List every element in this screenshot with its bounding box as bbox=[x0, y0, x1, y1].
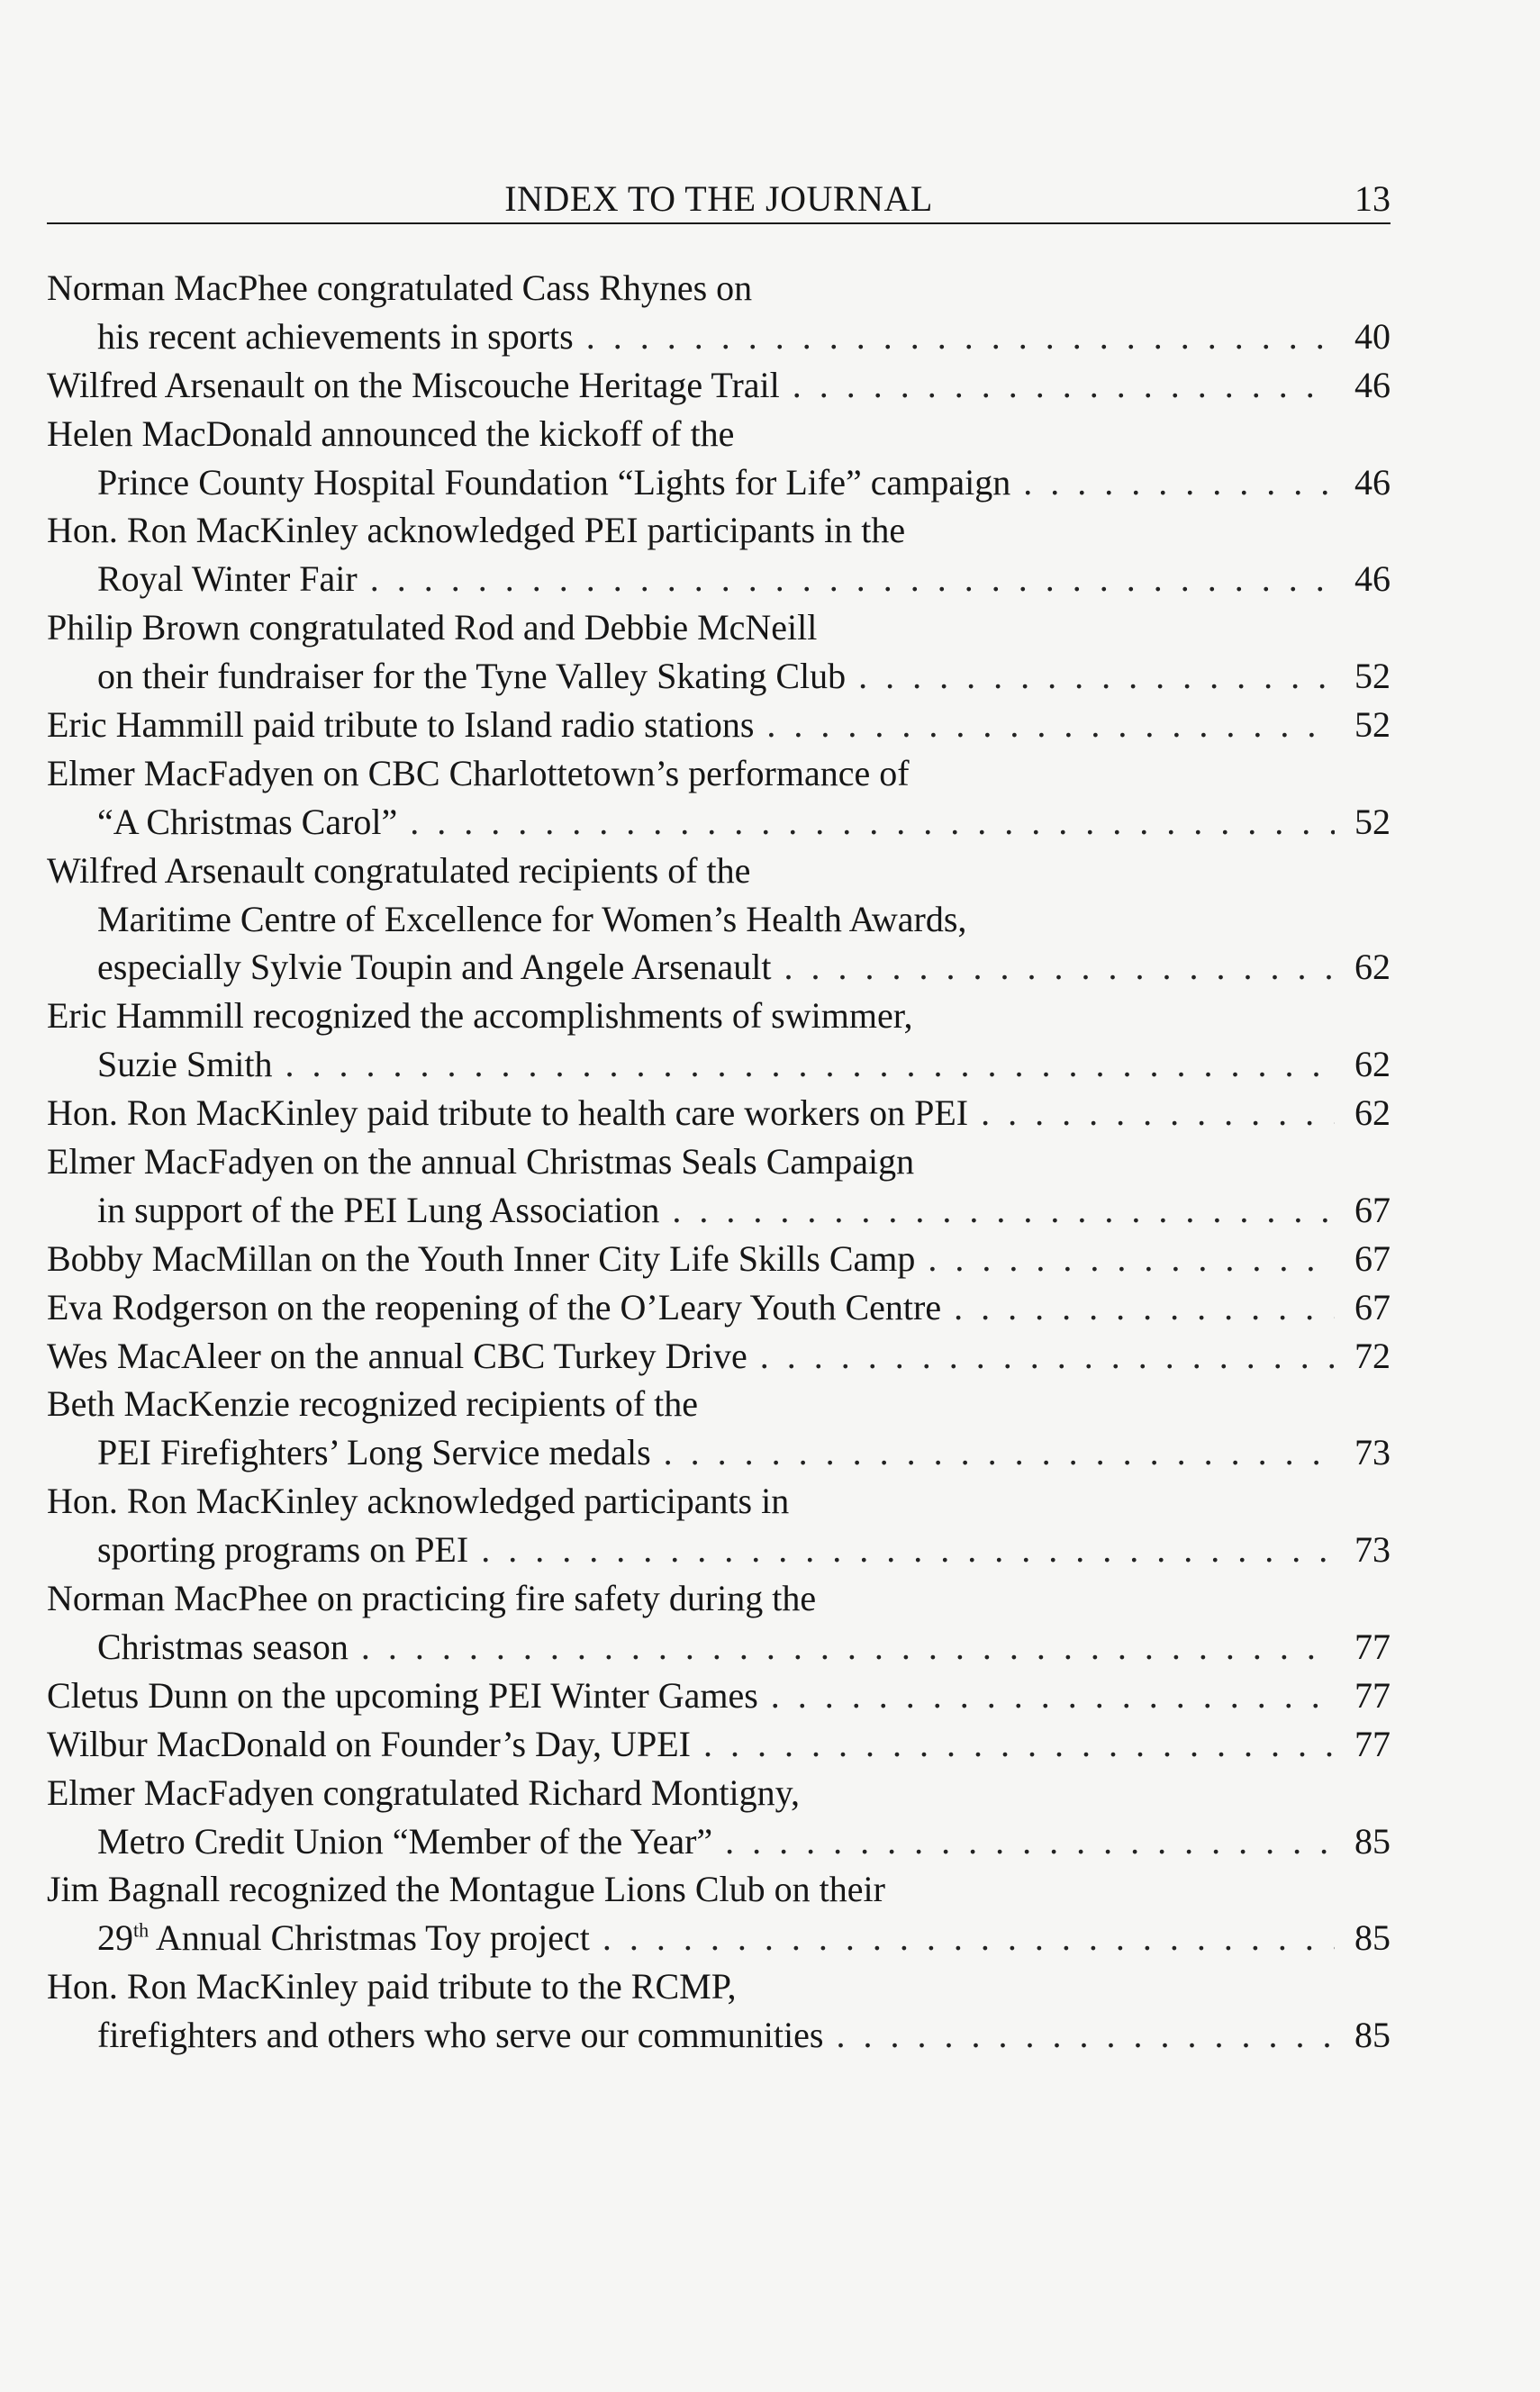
dot-leader bbox=[793, 361, 1335, 410]
entry-text: Suzie Smith bbox=[97, 1044, 273, 1085]
entry-continuation-line bbox=[47, 1040, 1391, 1089]
entry-text: sporting programs on PEI bbox=[97, 1529, 469, 1571]
entry-text: Helen MacDonald announced the kickoff of the bbox=[47, 412, 735, 454]
dot-leader bbox=[586, 313, 1335, 361]
entry-line bbox=[47, 1769, 1391, 1817]
index-entry bbox=[47, 1235, 1391, 1283]
dot-leader bbox=[836, 2011, 1335, 2060]
entry-text: firefighters and others who serve our communities bbox=[97, 2015, 824, 2056]
dot-leader bbox=[858, 652, 1335, 701]
dot-leader bbox=[954, 1283, 1335, 1332]
entry-page-number: 77 bbox=[1354, 1626, 1391, 1667]
entry-page-number: 62 bbox=[1354, 1044, 1391, 1085]
entry-line bbox=[47, 847, 1391, 895]
entry-continuation-line bbox=[47, 798, 1391, 847]
entry-line bbox=[47, 1962, 1391, 2011]
index-entry bbox=[47, 1137, 1391, 1235]
entry-text: Royal Winter Fair bbox=[97, 558, 358, 600]
entry-continuation-line bbox=[47, 895, 1391, 944]
dot-leader bbox=[410, 798, 1335, 847]
entry-page-number: 67 bbox=[1354, 1286, 1391, 1327]
entry-line bbox=[47, 1720, 1391, 1769]
entry-line bbox=[47, 992, 1391, 1040]
entry-text: Elmer MacFadyen on the annual Christmas Seals Campaign bbox=[47, 1141, 915, 1182]
entry-line bbox=[47, 749, 1391, 798]
entry-text: Elmer MacFadyen congratulated Richard Montigny, bbox=[47, 1771, 801, 1813]
entry-text: Maritime Centre of Excellence for Women’s Health Awards, bbox=[97, 898, 967, 939]
entry-text: Philip Brown congratulated Rod and Debbie McNeill bbox=[47, 607, 818, 648]
index-entry bbox=[47, 1769, 1391, 1866]
dot-leader bbox=[760, 1332, 1335, 1381]
entry-text: Elmer MacFadyen on CBC Charlottetown’s performance of bbox=[47, 752, 910, 793]
ordinal-suffix: th bbox=[133, 1918, 149, 1942]
index-entry bbox=[47, 1865, 1391, 1962]
index-entry bbox=[47, 701, 1391, 749]
dot-leader bbox=[725, 1817, 1335, 1866]
entry-page-number: 52 bbox=[1354, 704, 1391, 746]
entry-text: Wes MacAleer on the annual CBC Turkey Drive bbox=[47, 1335, 747, 1376]
entry-page-number: 67 bbox=[1354, 1237, 1391, 1279]
entry-text: Wilfred Arsenault on the Miscouche Heritage Trail bbox=[47, 364, 780, 405]
index-entry bbox=[47, 847, 1391, 992]
entry-line bbox=[47, 1089, 1391, 1137]
entry-page-number: 67 bbox=[1354, 1189, 1391, 1230]
entry-page-number: 73 bbox=[1354, 1529, 1391, 1571]
dot-leader bbox=[664, 1428, 1335, 1477]
entry-line bbox=[47, 1332, 1391, 1381]
entry-page-number: 77 bbox=[1354, 1723, 1391, 1764]
entry-text: Hon. Ron MacKinley acknowledged participants in bbox=[47, 1481, 790, 1522]
index-entry bbox=[47, 1672, 1391, 1720]
dot-leader bbox=[1023, 458, 1335, 507]
entry-text: Wilbur MacDonald on Founder’s Day, UPEI bbox=[47, 1723, 691, 1764]
dot-leader bbox=[361, 1623, 1335, 1672]
entry-page-number: 72 bbox=[1354, 1335, 1391, 1376]
entry-continuation-line bbox=[47, 555, 1391, 603]
entry-text: Norman MacPhee congratulated Cass Rhynes on bbox=[47, 267, 753, 308]
entry-text: Norman MacPhee on practicing fire safety during the bbox=[47, 1578, 817, 1619]
index-entry bbox=[47, 410, 1391, 507]
page-header bbox=[47, 176, 1391, 222]
entry-text: 29th Annual Christmas Toy project bbox=[97, 1917, 590, 1959]
entry-page-number: 46 bbox=[1354, 558, 1391, 600]
entry-line bbox=[47, 603, 1391, 652]
index-entry bbox=[47, 992, 1391, 1089]
entry-continuation-line bbox=[47, 1914, 1391, 1962]
entry-line bbox=[47, 1574, 1391, 1623]
entry-text: especially Sylvie Toupin and Angele Arsenault bbox=[97, 947, 772, 988]
entry-page-number: 46 bbox=[1354, 461, 1391, 503]
dot-leader bbox=[370, 555, 1335, 603]
entry-line bbox=[47, 1380, 1391, 1428]
entry-continuation-line bbox=[47, 943, 1391, 992]
entry-page-number: 52 bbox=[1354, 656, 1391, 697]
entry-line bbox=[47, 1283, 1391, 1332]
index-entries bbox=[47, 264, 1391, 2060]
entry-text: Jim Bagnall recognized the Montague Lions Club on their bbox=[47, 1869, 885, 1910]
entry-text: Eric Hammill paid tribute to Island radio stations bbox=[47, 704, 755, 746]
entry-continuation-line bbox=[47, 1623, 1391, 1672]
entry-text: Eva Rodgerson on the reopening of the O’Leary Youth Centre bbox=[47, 1286, 942, 1327]
entry-page-number: 73 bbox=[1354, 1432, 1391, 1473]
entry-text: in support of the PEI Lung Association bbox=[97, 1189, 660, 1230]
header-rule bbox=[47, 222, 1391, 224]
dot-leader bbox=[672, 1186, 1335, 1235]
entry-page-number: 40 bbox=[1354, 315, 1391, 357]
index-entry bbox=[47, 1962, 1391, 2060]
dot-leader bbox=[703, 1720, 1335, 1769]
entry-continuation-line bbox=[47, 1428, 1391, 1477]
entry-text: his recent achievements in sports bbox=[97, 315, 574, 357]
entry-continuation-line bbox=[47, 1526, 1391, 1574]
entry-line bbox=[47, 1235, 1391, 1283]
dot-leader bbox=[771, 1672, 1335, 1720]
entry-continuation-line bbox=[47, 313, 1391, 361]
entry-line bbox=[47, 1865, 1391, 1914]
dot-leader bbox=[981, 1089, 1335, 1137]
entry-line bbox=[47, 1137, 1391, 1186]
entry-page-number: 62 bbox=[1354, 947, 1391, 988]
entry-text: PEI Firefighters’ Long Service medals bbox=[97, 1432, 651, 1473]
entry-line bbox=[47, 1477, 1391, 1526]
entry-text: Prince County Hospital Foundation “Lights for Life” campaign bbox=[97, 461, 1011, 503]
entry-page-number: 77 bbox=[1354, 1674, 1391, 1716]
dot-leader bbox=[285, 1040, 1335, 1089]
entry-continuation-line bbox=[47, 458, 1391, 507]
index-entry bbox=[47, 1332, 1391, 1381]
index-entry bbox=[47, 506, 1391, 603]
index-entry bbox=[47, 1283, 1391, 1332]
entry-text: Bobby MacMillan on the Youth Inner City Life Skills Camp bbox=[47, 1237, 916, 1279]
entry-text: Metro Credit Union “Member of the Year” bbox=[97, 1820, 713, 1862]
entry-continuation-line bbox=[47, 1817, 1391, 1866]
entry-line bbox=[47, 701, 1391, 749]
index-entry bbox=[47, 1477, 1391, 1574]
page-number: 13 bbox=[1354, 178, 1391, 219]
entry-line bbox=[47, 264, 1391, 313]
entry-line bbox=[47, 1672, 1391, 1720]
index-entry bbox=[47, 361, 1391, 410]
entry-text: Cletus Dunn on the upcoming PEI Winter Games bbox=[47, 1674, 758, 1716]
entry-text: Eric Hammill recognized the accomplishments of swimmer, bbox=[47, 995, 913, 1037]
entry-text: Hon. Ron MacKinley paid tribute to health care workers on PEI bbox=[47, 1092, 969, 1134]
entry-page-number: 85 bbox=[1354, 1820, 1391, 1862]
entry-text: Hon. Ron MacKinley acknowledged PEI participants in the bbox=[47, 510, 906, 551]
index-entry bbox=[47, 749, 1391, 847]
entry-page-number: 52 bbox=[1354, 801, 1391, 842]
entry-text: on their fundraiser for the Tyne Valley Skating Club bbox=[97, 656, 847, 697]
entry-continuation-line bbox=[47, 2011, 1391, 2060]
entry-line bbox=[47, 361, 1391, 410]
dot-leader bbox=[784, 943, 1335, 992]
entry-page-number: 62 bbox=[1354, 1092, 1391, 1134]
entry-continuation-line bbox=[47, 1186, 1391, 1235]
dot-leader bbox=[602, 1914, 1335, 1962]
dot-leader bbox=[928, 1235, 1335, 1283]
dot-leader bbox=[766, 701, 1335, 749]
entry-line bbox=[47, 506, 1391, 555]
index-entry bbox=[47, 1380, 1391, 1477]
entry-line bbox=[47, 410, 1391, 458]
index-entry bbox=[47, 1574, 1391, 1672]
entry-text: Wilfred Arsenault congratulated recipients of the bbox=[47, 849, 751, 891]
dot-leader bbox=[481, 1526, 1335, 1574]
index-entry bbox=[47, 1089, 1391, 1137]
page-title: INDEX TO THE JOURNAL bbox=[504, 178, 933, 219]
entry-continuation-line bbox=[47, 652, 1391, 701]
index-entry bbox=[47, 264, 1391, 361]
entry-text: Beth MacKenzie recognized recipients of the bbox=[47, 1383, 699, 1425]
index-entry bbox=[47, 1720, 1391, 1769]
entry-text: Hon. Ron MacKinley paid tribute to the RCMP, bbox=[47, 1966, 737, 2007]
entry-page-number: 85 bbox=[1354, 1917, 1391, 1959]
entry-page-number: 46 bbox=[1354, 364, 1391, 405]
entry-page-number: 85 bbox=[1354, 2015, 1391, 2056]
entry-text: Christmas season bbox=[97, 1626, 349, 1667]
entry-text: “A Christmas Carol” bbox=[97, 801, 398, 842]
index-entry bbox=[47, 603, 1391, 701]
